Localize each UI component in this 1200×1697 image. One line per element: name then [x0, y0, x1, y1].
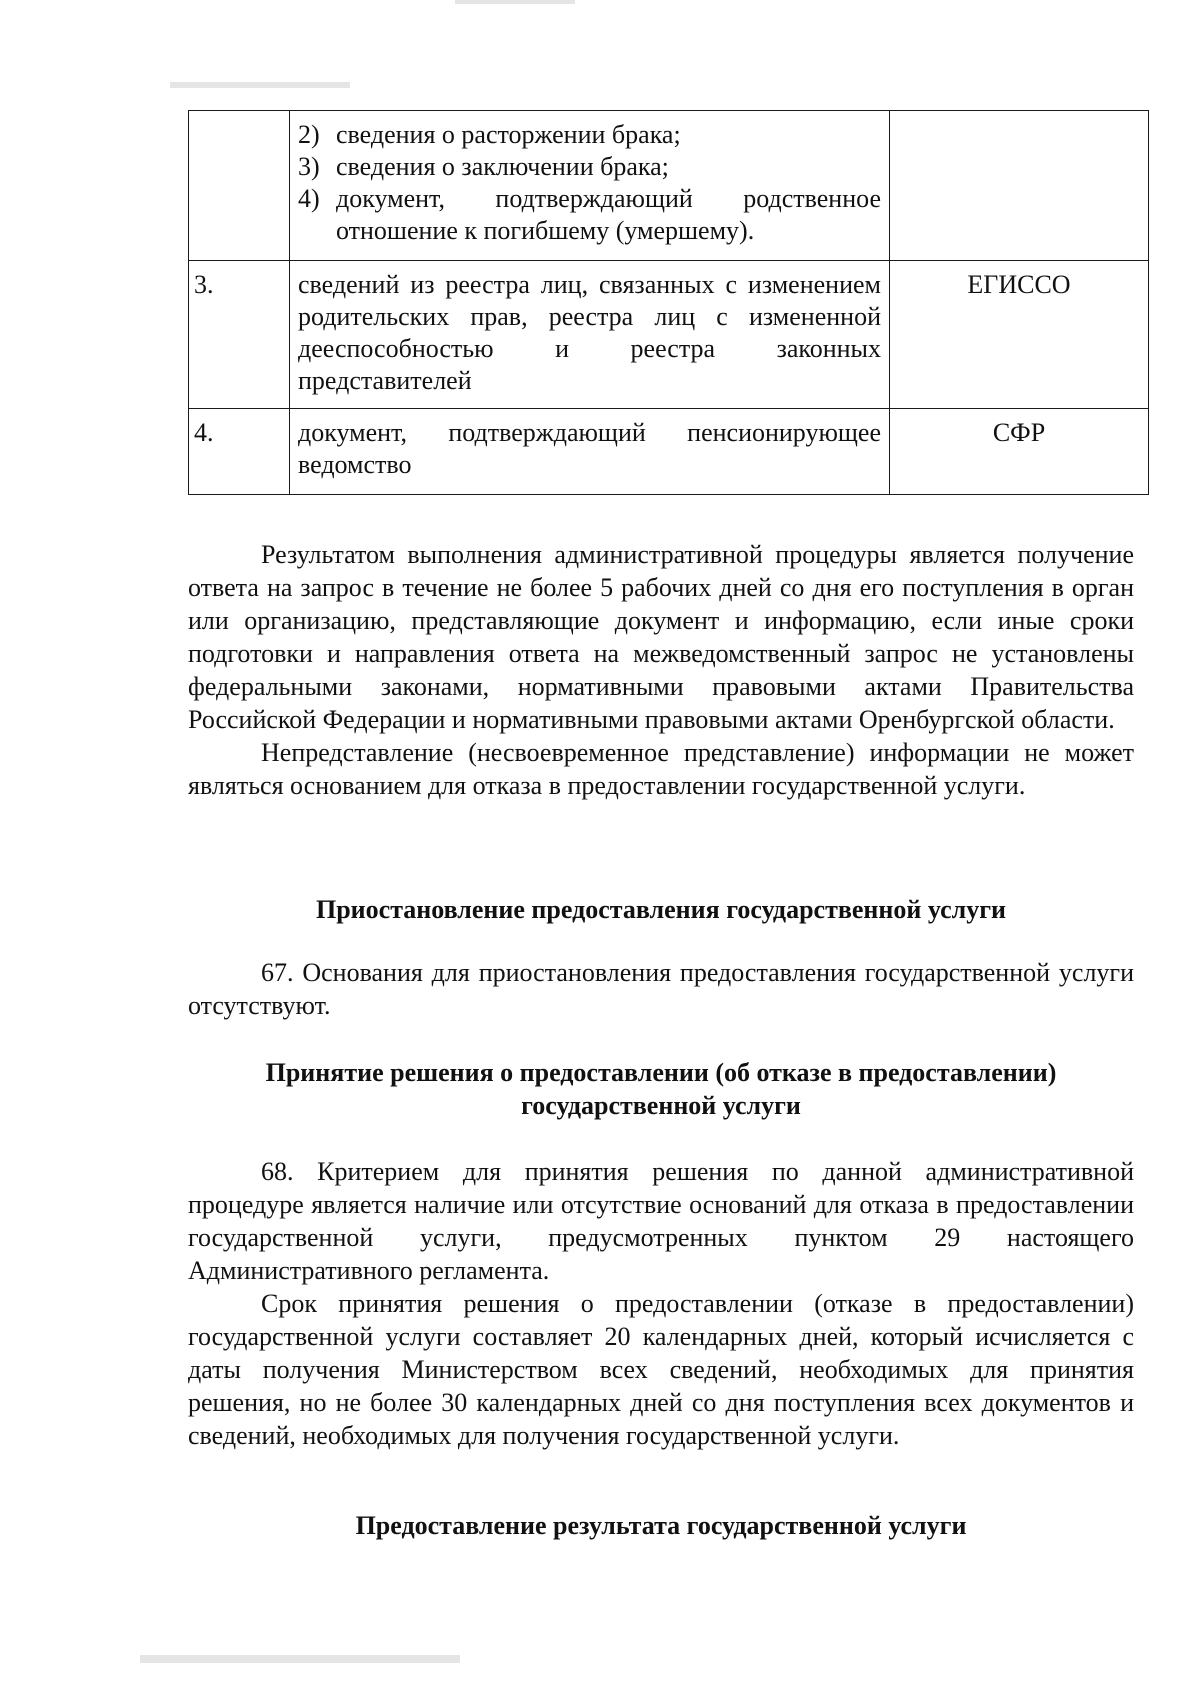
scan-artifact — [170, 82, 350, 88]
organization-cell: ЕГИССО — [890, 261, 1149, 409]
list-item-text: документ, подтверждающий родственное отношение к погибшему (умершему). — [336, 184, 881, 245]
list-item-text: сведения о заключении брака; — [336, 152, 669, 181]
documents-table — [188, 110, 1149, 495]
heading-decision-line1: Принятие решения о предоставлении (об отказе в предоставлении) — [265, 1058, 1057, 1087]
organization-cell: СФР — [890, 409, 1149, 495]
heading-result-delivery: Предоставление результата государственной услуги — [355, 1511, 967, 1540]
table-row — [189, 261, 1149, 409]
list-item-text: сведения о расторжении брака; — [336, 120, 681, 149]
list-item — [298, 183, 881, 247]
row-number-cell: 4. — [189, 409, 290, 495]
row-number-cell — [189, 111, 290, 261]
organization-cell — [890, 111, 1149, 261]
decision-section — [188, 1155, 1134, 1452]
paragraph-nonsubmission: Непредставление (несвоевременное представление) информации не может являться основанием для отказа в предоставлении государственной услуги. — [188, 738, 1134, 800]
row-number-cell: 3. — [189, 261, 290, 409]
table-row — [189, 111, 1149, 261]
description-cell: сведений из реестра лиц, связанных с изменением родительских прав, реестра лиц с измененной дееспособностью и реестра законных представителей — [290, 261, 890, 409]
paragraph-result: Результатом выполнения административной процедуры является получение ответа на запрос в течение не более 5 рабочих дней со дня его поступления в орган или организацию, представляющие документ и информацию, если иные сроки подготовки и направления ответа на межведомственный запрос не установлены федеральными законами, нормативными правовыми актами Правительства Российской Федерации и нормативными правовыми актами Оренбургской области. — [188, 540, 1134, 734]
scan-artifact — [455, 0, 575, 4]
description-cell — [290, 111, 890, 261]
heading-suspension: Приостановление предоставления государственной услуги — [315, 895, 1006, 924]
description-cell: документ, подтверждающий пенсионирующее ведомство — [290, 409, 890, 495]
paragraph-67: 67. Основания для приостановления предоставления государственной услуги отсутствуют. — [188, 958, 1134, 1020]
paragraph-decision-term: Срок принятия решения о предоставлении (отказе в предоставлении) государственной услуги составляет 20 календарных дней, который исчисляется с даты получения Министерством всех сведений, необходимых для принятия решения, но не более 30 календарных дней со дня поступления всех документов и сведений, необходимых для получения государственной услуги. — [188, 1289, 1134, 1450]
list-item-number: 4) — [298, 184, 320, 213]
result-section — [188, 538, 1134, 802]
scan-artifact — [140, 1655, 460, 1663]
suspension-section — [188, 956, 1134, 1022]
list-item-number: 3) — [298, 152, 320, 181]
numbered-list — [298, 119, 881, 247]
table-row — [189, 409, 1149, 495]
list-item — [298, 151, 881, 183]
paragraph-68: 68. Критерием для принятия решения по данной административной процедуре является наличие или отсутствие оснований для отказа в предоставлении государственной услуги, предусмотренных пунктом 29 настоящего Административного регламента. — [188, 1157, 1134, 1285]
list-item — [298, 119, 881, 151]
list-item-number: 2) — [298, 120, 320, 149]
heading-decision — [188, 1056, 1134, 1122]
heading-decision-line2: государственной услуги — [521, 1091, 801, 1120]
